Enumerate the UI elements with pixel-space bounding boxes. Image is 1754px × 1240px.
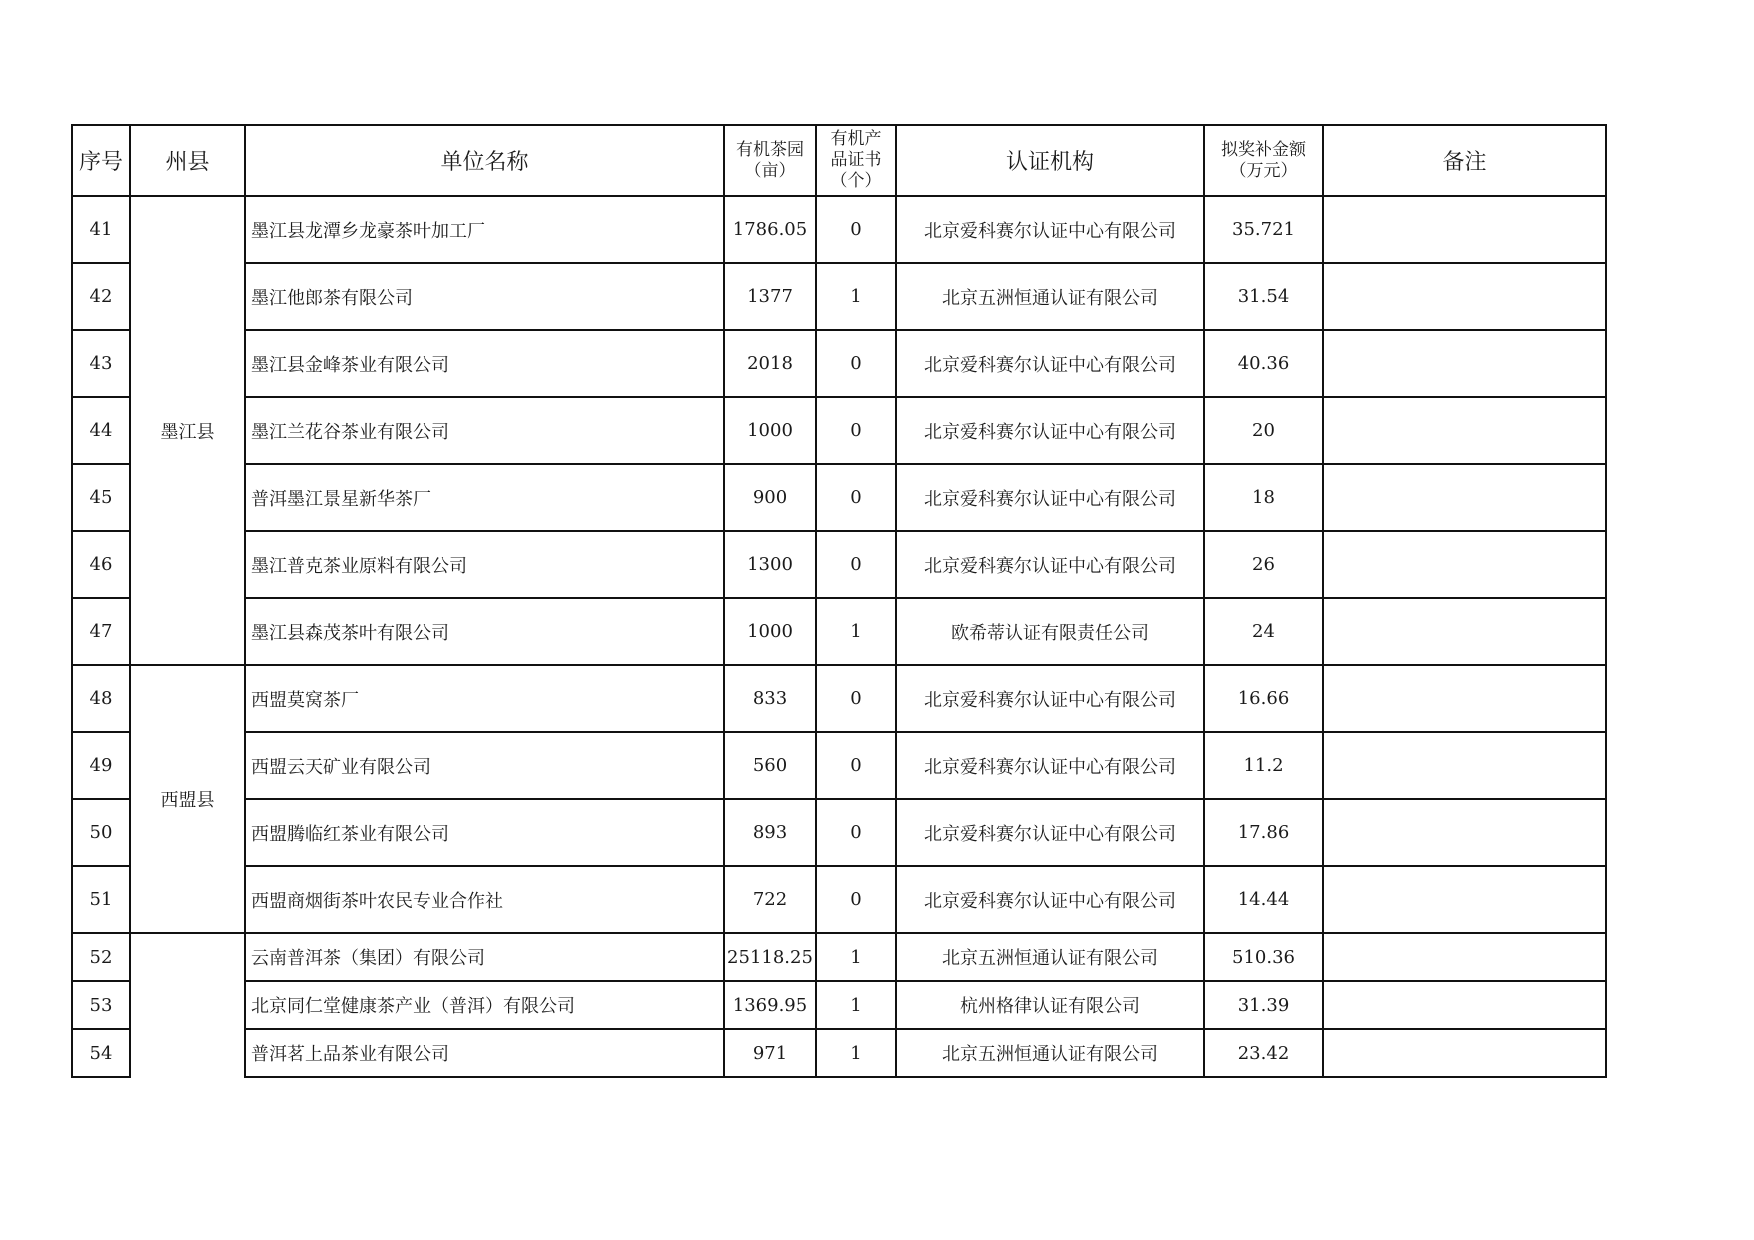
cert-org-cell: 北京五洲恒通认证有限公司 [896, 933, 1204, 981]
seq-cell: 45 [72, 464, 130, 531]
amount-cell: 16.66 [1204, 665, 1323, 732]
note-cell [1323, 397, 1606, 464]
table-row [72, 866, 1606, 933]
cert-count-cell: 1 [816, 981, 896, 1029]
header-organic-area-line2: （亩） [744, 160, 796, 181]
unit-name-cell: 西盟腾临红茶业有限公司 [245, 799, 724, 866]
seq-cell: 46 [72, 531, 130, 598]
header-seq: 序号 [72, 125, 130, 196]
seq-cell: 49 [72, 732, 130, 799]
unit-name-cell: 西盟云天矿业有限公司 [245, 732, 724, 799]
note-cell [1323, 196, 1606, 263]
seq-cell: 52 [72, 933, 130, 981]
unit-name-cell: 西盟商烟街茶叶农民专业合作社 [245, 866, 724, 933]
header-amount [1204, 125, 1323, 196]
note-cell [1323, 464, 1606, 531]
amount-cell: 510.36 [1204, 933, 1323, 981]
note-cell [1323, 732, 1606, 799]
header-amount-line2: （万元） [1229, 160, 1298, 181]
note-cell [1323, 1029, 1606, 1077]
amount-cell: 40.36 [1204, 330, 1323, 397]
header-certificates [816, 125, 896, 196]
header-unit-name: 单位名称 [245, 125, 724, 196]
cert-org-cell: 北京爱科赛尔认证中心有限公司 [896, 531, 1204, 598]
note-cell [1323, 531, 1606, 598]
table-row [72, 1029, 1606, 1077]
unit-name-cell: 墨江兰花谷茶业有限公司 [245, 397, 724, 464]
seq-cell: 54 [72, 1029, 130, 1077]
note-cell [1323, 263, 1606, 330]
cert-count-cell: 0 [816, 330, 896, 397]
seq-cell: 48 [72, 665, 130, 732]
amount-cell: 20 [1204, 397, 1323, 464]
seq-cell: 42 [72, 263, 130, 330]
unit-name-cell: 北京同仁堂健康茶产业（普洱）有限公司 [245, 981, 724, 1029]
amount-cell: 24 [1204, 598, 1323, 665]
cert-count-cell: 0 [816, 531, 896, 598]
header-organic-area [724, 125, 816, 196]
area-cell: 1786.05 [724, 196, 816, 263]
area-cell: 971 [724, 1029, 816, 1077]
cert-org-cell: 杭州格律认证有限公司 [896, 981, 1204, 1029]
table-row [72, 196, 1606, 263]
unit-name-cell: 墨江县森茂茶叶有限公司 [245, 598, 724, 665]
header-row [72, 125, 1606, 196]
table-row [72, 263, 1606, 330]
cert-count-cell: 1 [816, 1029, 896, 1077]
seq-cell: 44 [72, 397, 130, 464]
cert-org-cell: 北京爱科赛尔认证中心有限公司 [896, 464, 1204, 531]
amount-cell: 11.2 [1204, 732, 1323, 799]
amount-cell: 31.54 [1204, 263, 1323, 330]
amount-cell: 18 [1204, 464, 1323, 531]
header-note: 备注 [1323, 125, 1606, 196]
note-cell [1323, 665, 1606, 732]
unit-name-cell: 墨江他郎茶有限公司 [245, 263, 724, 330]
county-cell: 西盟县 [130, 665, 245, 933]
area-cell: 1377 [724, 263, 816, 330]
area-cell: 1369.95 [724, 981, 816, 1029]
subsidy-table [71, 124, 1607, 1078]
area-cell: 722 [724, 866, 816, 933]
area-cell: 900 [724, 464, 816, 531]
cert-count-cell: 1 [816, 263, 896, 330]
note-cell [1323, 330, 1606, 397]
seq-cell: 50 [72, 799, 130, 866]
header-certificates-line2: 品证书 [830, 150, 882, 170]
area-cell: 2018 [724, 330, 816, 397]
note-cell [1323, 981, 1606, 1029]
cert-count-cell: 1 [816, 598, 896, 665]
unit-name-cell: 普洱茗上品茶业有限公司 [245, 1029, 724, 1077]
unit-name-cell: 墨江普克茶业原料有限公司 [245, 531, 724, 598]
table-row [72, 598, 1606, 665]
cert-org-cell: 北京五洲恒通认证有限公司 [896, 1029, 1204, 1077]
header-organic-area-line1: 有机茶园 [736, 139, 804, 160]
area-cell: 833 [724, 665, 816, 732]
seq-cell: 41 [72, 196, 130, 263]
table-row [72, 531, 1606, 598]
cert-org-cell: 欧希蒂认证有限责任公司 [896, 598, 1204, 665]
header-cert-org: 认证机构 [896, 125, 1204, 196]
area-cell: 1000 [724, 598, 816, 665]
unit-name-cell: 云南普洱茶（集团）有限公司 [245, 933, 724, 981]
seq-cell: 43 [72, 330, 130, 397]
note-cell [1323, 866, 1606, 933]
table-row [72, 397, 1606, 464]
header-amount-line1: 拟奖补金额 [1221, 139, 1306, 160]
cert-count-cell: 0 [816, 866, 896, 933]
amount-cell: 14.44 [1204, 866, 1323, 933]
cert-org-cell: 北京爱科赛尔认证中心有限公司 [896, 866, 1204, 933]
area-cell: 1300 [724, 531, 816, 598]
table-row [72, 665, 1606, 732]
table-row [72, 933, 1606, 981]
header-certificates-line1: 有机产 [830, 129, 882, 149]
cert-org-cell: 北京爱科赛尔认证中心有限公司 [896, 665, 1204, 732]
seq-cell: 51 [72, 866, 130, 933]
note-cell [1323, 598, 1606, 665]
unit-name-cell: 普洱墨江景星新华茶厂 [245, 464, 724, 531]
county-cell [130, 933, 245, 1077]
area-cell: 1000 [724, 397, 816, 464]
cert-org-cell: 北京爱科赛尔认证中心有限公司 [896, 799, 1204, 866]
cert-org-cell: 北京爱科赛尔认证中心有限公司 [896, 196, 1204, 263]
cert-org-cell: 北京爱科赛尔认证中心有限公司 [896, 397, 1204, 464]
table-row [72, 732, 1606, 799]
note-cell [1323, 799, 1606, 866]
area-cell: 25118.25 [724, 933, 816, 981]
header-county: 州县 [130, 125, 245, 196]
county-cell: 墨江县 [130, 196, 245, 665]
cert-count-cell: 0 [816, 397, 896, 464]
table-row [72, 330, 1606, 397]
area-cell: 560 [724, 732, 816, 799]
area-cell: 893 [724, 799, 816, 866]
cert-count-cell: 0 [816, 196, 896, 263]
cert-count-cell: 0 [816, 665, 896, 732]
cert-count-cell: 0 [816, 732, 896, 799]
table-row [72, 981, 1606, 1029]
cert-org-cell: 北京爱科赛尔认证中心有限公司 [896, 732, 1204, 799]
table-row [72, 799, 1606, 866]
cert-count-cell: 0 [816, 799, 896, 866]
note-cell [1323, 933, 1606, 981]
cert-count-cell: 1 [816, 933, 896, 981]
seq-cell: 53 [72, 981, 130, 1029]
amount-cell: 35.721 [1204, 196, 1323, 263]
unit-name-cell: 西盟莫窝茶厂 [245, 665, 724, 732]
unit-name-cell: 墨江县龙潭乡龙豪茶叶加工厂 [245, 196, 724, 263]
amount-cell: 17.86 [1204, 799, 1323, 866]
amount-cell: 26 [1204, 531, 1323, 598]
unit-name-cell: 墨江县金峰茶业有限公司 [245, 330, 724, 397]
cert-count-cell: 0 [816, 464, 896, 531]
cert-org-cell: 北京五洲恒通认证有限公司 [896, 263, 1204, 330]
cert-org-cell: 北京爱科赛尔认证中心有限公司 [896, 330, 1204, 397]
amount-cell: 23.42 [1204, 1029, 1323, 1077]
amount-cell: 31.39 [1204, 981, 1323, 1029]
header-certificates-line3: （个） [830, 171, 882, 191]
table-row [72, 464, 1606, 531]
seq-cell: 47 [72, 598, 130, 665]
